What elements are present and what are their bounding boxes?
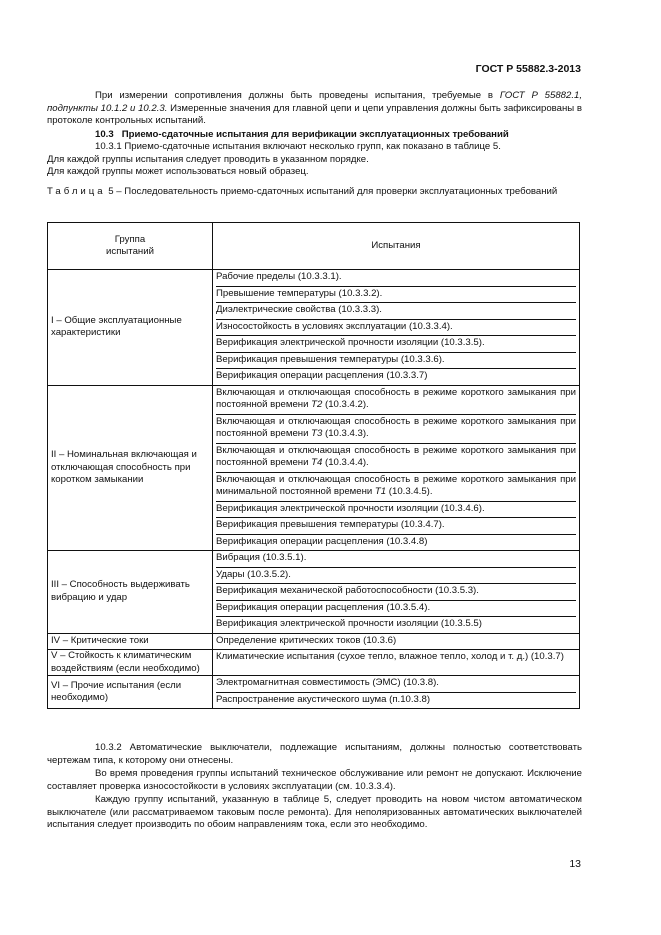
group-name: VI – Прочие испытания (если необходимо) — [51, 679, 182, 703]
text: Измеренные значения для главной цепи и цепи управления должны быть зафиксированы в протоколе контрольных испытаний. — [47, 102, 582, 126]
paragraph-each-group: Каждую группу испытаний, указанную в таблице 5, следует проводить на новом чистом автоматическом выключателе (или рассматриваемом таковым после ремонта). Для неполяризованных автоматических выключателей испытания следует производить по обоим направлениям тока, если это необходимо. — [47, 794, 582, 830]
paragraph-new-sample: Для каждой группы может использоваться новый образец. — [47, 166, 309, 177]
test-item: Верификация электрической прочности изоляции (10.3.5.5) — [216, 618, 482, 629]
test-item: Электромагнитная совместимость (ЭМС) (10.3.8). — [216, 676, 576, 693]
group-name: III – Способность выдерживать вибрацию и удар — [51, 579, 190, 603]
acceptance-tests-table — [47, 222, 580, 709]
table-row — [48, 270, 580, 386]
table-header-row — [48, 223, 580, 270]
test-item: Верификация электрической прочности изоляции (10.3.3.5). — [216, 336, 576, 353]
group-name-cell — [48, 551, 213, 634]
paragraph-resistance — [47, 90, 582, 128]
after-table-section — [47, 742, 582, 832]
group-name: II – Номинальная включающая и отключающая способность при коротком замыкании — [51, 449, 197, 485]
test-item: Климатические испытания (сухое тепло, влажное тепло, холод и т. д.) (10.3.7) — [216, 651, 564, 662]
test-item: Верификация механической работоспособности (10.3.5.3). — [216, 584, 576, 601]
document-header: ГОСТ Р 55882.3-2013 — [475, 63, 581, 75]
group-name-cell — [48, 270, 213, 386]
tests-cell — [213, 650, 580, 676]
caption-label: Таблица — [47, 186, 106, 197]
column-header-tests: Испытания — [213, 223, 580, 270]
test-item: Износостойкость в условиях эксплуатации (10.3.3.4). — [216, 320, 576, 337]
tests-cell — [213, 385, 580, 551]
tests-cell — [213, 633, 580, 650]
text: При измерении сопротивления должны быть проведены испытания, требуемые в — [95, 90, 500, 101]
group-name: V – Стойкость к климатическим воздействиям (если необходимо) — [51, 650, 200, 674]
group-name: I – Общие эксплуатационные характеристики — [51, 314, 182, 339]
tests-cell — [213, 676, 580, 709]
group-name-cell — [48, 385, 213, 551]
section-number: 10.3 — [95, 128, 114, 140]
intro-section — [47, 90, 582, 179]
test-item: Диэлектрические свойства (10.3.3.3). — [216, 303, 576, 320]
group-name: IV – Критические токи — [51, 635, 149, 646]
test-item: Определение критических токов (10.3.6) — [216, 634, 397, 646]
group-name-cell — [48, 633, 213, 650]
test-item: Верификация операции расцепления (10.3.5.4). — [216, 601, 576, 618]
caption-text: 5 – Последовательность приемо-сдаточных испытаний для проверки эксплуатационных требований — [105, 186, 558, 197]
test-item: Включающая и отключающая способность в режиме короткого замыкания при постоянной времени T4 (10.3.4.4). — [216, 444, 576, 473]
table-row — [48, 551, 580, 634]
reference: ГОСТ Р 55882.1, подпункты 10.1.2 и 10.2.3. — [47, 90, 582, 114]
table-body — [48, 270, 580, 709]
test-item: Распространение акустического шума (п.10.3.8) — [216, 693, 431, 705]
test-item: Верификация операции расцепления (10.3.4.8) — [216, 535, 428, 547]
table-caption — [47, 186, 582, 199]
paragraph-maintenance: Во время проведения группы испытаний техническое обслуживание или ремонт не допускают. Исключение составляет проверка износостойкости в условиях эксплуатации (см. 10.3.3.4). — [47, 768, 582, 792]
table-row — [48, 676, 580, 709]
column-header-text: Группа испытаний — [106, 233, 154, 257]
column-header-group — [48, 223, 213, 270]
group-name-cell — [48, 650, 213, 676]
paragraph-10-3-2: 10.3.2 Автоматические выключатели, подлежащие испытаниям, должны полностью соответствовать чертежам типа, к которому они отнесены. — [47, 742, 582, 766]
test-item: Превышение температуры (10.3.3.2). — [216, 287, 576, 304]
test-item: Верификация превышения температуры (10.3.3.6). — [216, 353, 576, 370]
test-item: Включающая и отключающая способность в режиме короткого замыкания при постоянной времени T2 (10.3.4.2). — [216, 386, 576, 415]
group-name-cell — [48, 676, 213, 709]
paragraph-order: Для каждой группы испытания следует проводить в указанном порядке. — [47, 153, 369, 165]
test-item: Удары (10.3.5.2). — [216, 568, 576, 585]
test-item: Включающая и отключающая способность в режиме короткого замыкания при постоянной времени T3 (10.3.4.3). — [216, 415, 576, 444]
section-heading — [47, 129, 582, 142]
test-item: Вибрация (10.3.5.1). — [216, 551, 576, 568]
tests-cell — [213, 270, 580, 386]
table-row — [48, 650, 580, 676]
test-item: Верификация электрической прочности изоляции (10.3.4.6). — [216, 502, 576, 519]
section-title: Приемо-сдаточные испытания для верификации эксплуатационных требований — [121, 128, 509, 140]
tests-cell — [213, 551, 580, 634]
test-item: Рабочие пределы (10.3.3.1). — [216, 270, 576, 287]
table-row — [48, 633, 580, 650]
paragraph-10-3-1: 10.3.1 Приемо-сдаточные испытания включают несколько групп, как показано в таблице 5. — [95, 141, 501, 152]
test-item: Включающая и отключающая способность в режиме короткого замыкания при минимальной постоянной времени T1 (10.3.4.5). — [216, 473, 576, 502]
test-item: Верификация превышения температуры (10.3.4.7). — [216, 518, 576, 535]
table-row — [48, 385, 580, 551]
test-item: Верификация операции расцепления (10.3.3.7) — [216, 370, 428, 381]
page-number: 13 — [569, 858, 581, 870]
